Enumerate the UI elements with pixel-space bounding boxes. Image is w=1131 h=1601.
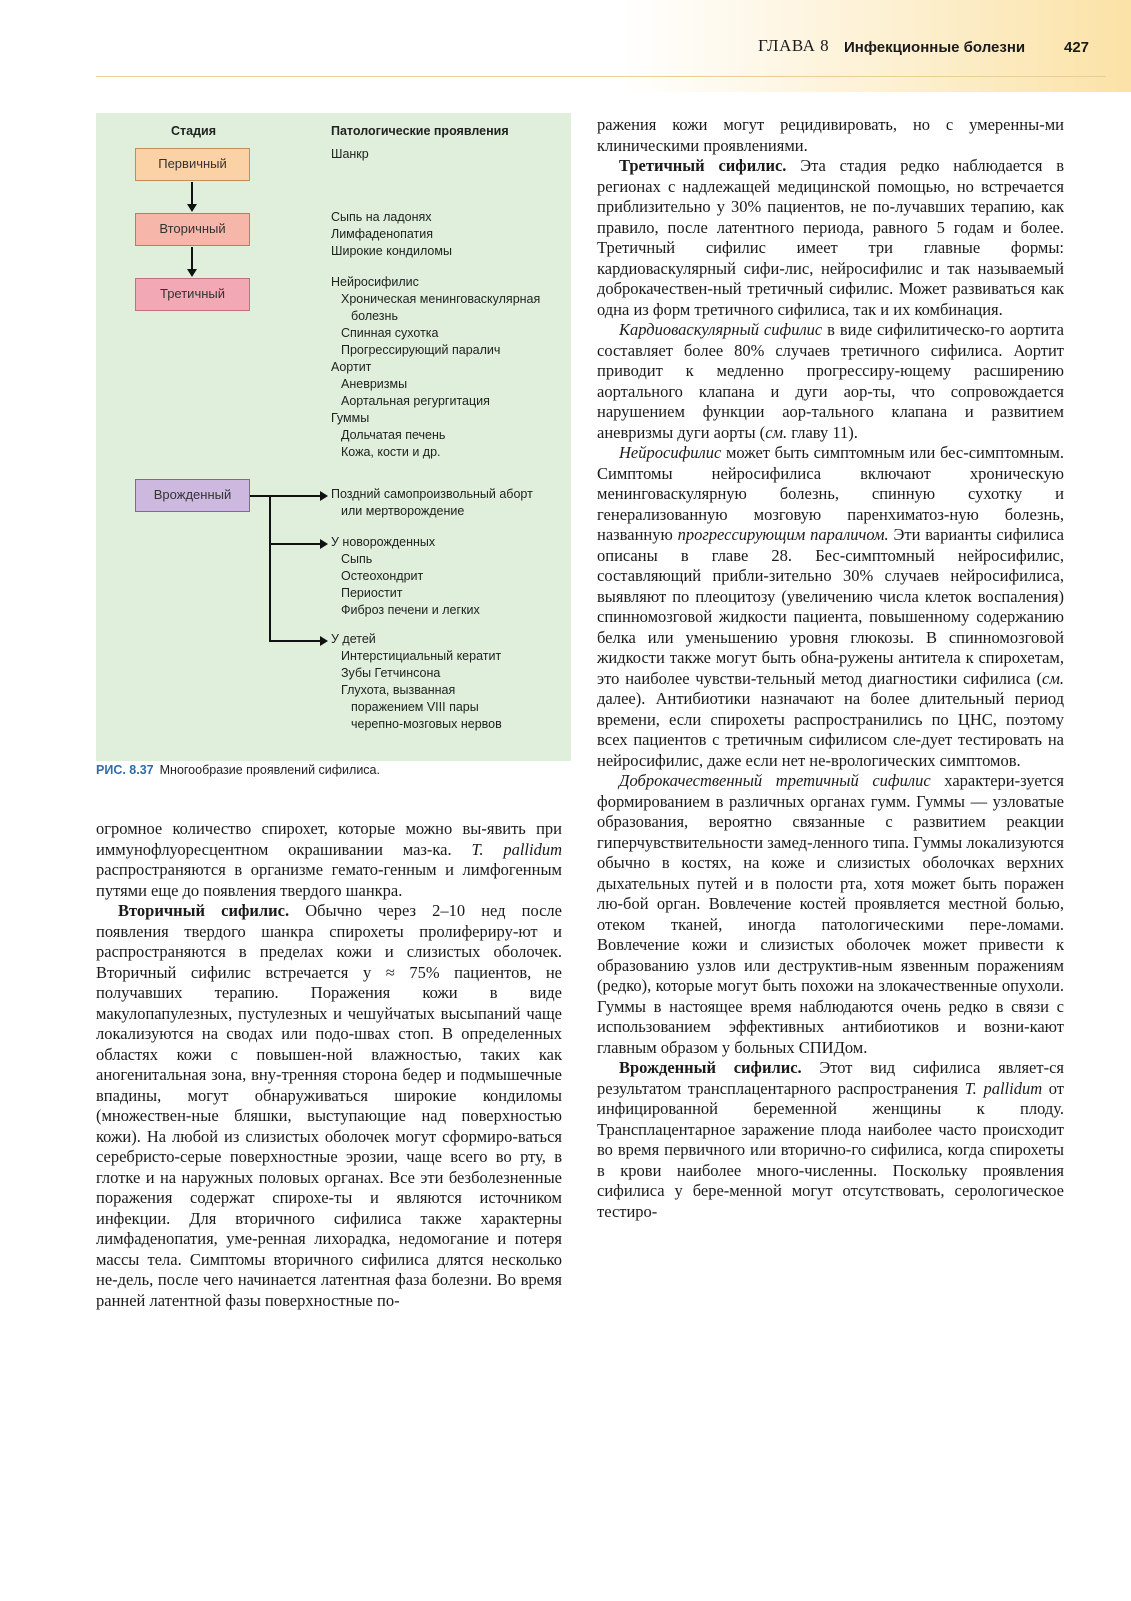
italic-term: см. bbox=[1042, 668, 1064, 688]
section-heading: Вторичный сифилис. bbox=[118, 901, 290, 920]
stage-congenital-box: Врожденный bbox=[135, 479, 250, 512]
figure-caption-text: Многообразие проявлений сифилиса. bbox=[159, 763, 380, 777]
congenital-children bbox=[331, 631, 502, 733]
paragraph bbox=[96, 819, 562, 901]
text-run: огромное количество спирохет, которые можно вы-явить при иммунофлуоресцентном окрашивании маз-ка. bbox=[96, 819, 562, 859]
syphilis-stages-figure bbox=[96, 113, 571, 761]
stage-column-header: Стадия bbox=[171, 124, 217, 138]
italic-term: Нейросифилис bbox=[619, 443, 722, 462]
manifestations-column-header: Патологические проявления bbox=[331, 124, 509, 138]
manifestation-item: Спинная сухотка bbox=[341, 326, 439, 340]
left-text-column bbox=[96, 819, 562, 1311]
manifestation-item: Лимфаденопатия bbox=[331, 227, 434, 241]
connector-line bbox=[269, 640, 322, 642]
manifestation-item: Широкие кондиломы bbox=[331, 244, 452, 258]
manifestation-item: Хроническая менинговаскулярная bbox=[341, 292, 541, 306]
manifestation-item: или мертворождение bbox=[341, 504, 465, 518]
manifestation-item: Прогрессирующий паралич bbox=[341, 343, 501, 357]
manifestation-group: Гуммы bbox=[331, 411, 370, 425]
manifestation-item: Интерстициальный кератит bbox=[341, 649, 502, 663]
stage-primary-box: Первичный bbox=[135, 148, 250, 181]
manifestation-group: Аортит bbox=[331, 360, 372, 374]
manifestation-item: Периостит bbox=[341, 586, 403, 600]
manifestation-group: У новорожденных bbox=[331, 535, 436, 549]
manifestation-item: Остеохондрит bbox=[341, 569, 424, 583]
congenital-abortion bbox=[331, 486, 533, 520]
section-heading: Врожденный сифилис. bbox=[619, 1058, 802, 1077]
italic-term: прогрессирующим параличом. bbox=[677, 525, 889, 544]
connector-line bbox=[269, 543, 322, 545]
manifestation-item: болезнь bbox=[351, 309, 398, 323]
text-run: Эти варианты сифилиса описаны в главе 28. Бес-симптомный нейросифилис, составляющий прибли-зительно 30% случаев нейросифилиса, выявляют по плеоцитозу (увеличению числа клеток воспаления) спинномозговой жидкости пациента, повышенному содержанию белка или уменьшению уровня глюкозы. В спинномозговой жидкости также могут быть обна-ружены антитела к спирохетам, это наиболее чувстви-тельный метод диагностики сифилиса ( bbox=[597, 525, 1065, 688]
text-run: в виде сифилитическо-го аортита составляет более 80% случаев третичного сифилиса. Аортит приводит к медленно прогрессиру-ющему расширению аортального клапана и дуги аор-ты, что сопровождается нарушением функции аор-тального клапана и развитием аневризмы дуги аорты ( bbox=[597, 320, 1064, 442]
connector-line bbox=[269, 495, 271, 642]
congenital-newborn bbox=[331, 534, 480, 619]
page-number: 427 bbox=[1064, 39, 1090, 56]
paragraph bbox=[597, 156, 1064, 320]
manifestation-group: У детей bbox=[331, 632, 376, 646]
manifestation-item: черепно-мозговых нервов bbox=[351, 717, 502, 731]
text-run: ражения кожи могут рецидивировать, но с умеренны-ми клиническими проявлениями. bbox=[597, 115, 1064, 155]
paragraph bbox=[597, 1058, 1064, 1222]
secondary-manifestations bbox=[331, 209, 452, 260]
header-rule bbox=[96, 76, 1106, 77]
arrow-right-icon bbox=[320, 539, 328, 549]
right-text-column bbox=[597, 115, 1064, 1222]
text-run: Этот вид сифилиса являет-ся результатом трансплацентарного распространения bbox=[597, 1058, 1064, 1098]
manifestation-item: Поздний самопроизвольный аборт bbox=[331, 487, 533, 501]
paragraph bbox=[597, 320, 1064, 443]
chapter-title: Инфекционные болезни bbox=[844, 39, 1026, 56]
figure-caption bbox=[96, 763, 380, 777]
italic-term: Доброкачественный третичный сифилис bbox=[619, 771, 931, 790]
italic-term: T. pallidum bbox=[964, 1078, 1043, 1098]
connector-line bbox=[250, 495, 322, 497]
figure-number: РИС. 8.37 bbox=[96, 763, 154, 777]
manifestation-item: Сыпь на ладонях bbox=[331, 210, 432, 224]
arrow-down-icon bbox=[187, 269, 197, 277]
tertiary-manifestations bbox=[331, 274, 540, 461]
text-run: может быть симптомным или бес-симптомным. Симптомы нейросифилиса включают хроническую менинговаскулярную болезнь, спинную сухотку и генерализованную мозговую паренхиматоз-ную болезнь, названную bbox=[597, 443, 1064, 544]
text-run: Обычно через 2–10 нед после появления твердого шанкра спирохеты пролифериру-ют и распространяются в пределах кожи и слизистых оболочек. Вторичный сифилис встречается у ≈ 75% пациентов, не получавших терапию. Поражения кожи в виде макулопапулезных, пустулезных и чешуйчатых высыпаний чаще локализуются на сводах или подо-швах стоп. В определенных областях кожи с повышен-ной влажностью, таких как аногенитальная зона, вну-тренняя сторона бедер и подмышечные впадины, могут обнаруживаться широкие кондиломы (множествен-ные бляшки, выступающие над поверхностью кожи). На любой из слизистых оболочек могут сформиро-ваться серебристо-серые поверхностные эрозии, чаще всего во рту, в глотке и на наружных половых органах. Все эти безболезненные поражения содержат спирохе-ты и являются источником инфекции. Для вторичного сифилиса также характерны лимфаденопатия, уме-ренная лихорадка, недомогание и потеря массы тела. Симптомы вторичного сифилиса длятся несколько не-дель, после чего начинается латентная фаза болезни. Во время ранней латентной фазы поверхностные по- bbox=[96, 901, 562, 1310]
primary-manifestations bbox=[331, 146, 369, 163]
stage-tertiary-box: Третичный bbox=[135, 278, 250, 311]
manifestation-item: Глухота, вызванная bbox=[341, 683, 456, 697]
manifestation-item: Кожа, кости и др. bbox=[341, 445, 441, 459]
paragraph bbox=[597, 443, 1064, 771]
manifestation-item: Аортальная регургитация bbox=[341, 394, 490, 408]
text-run: Эта стадия редко наблюдается в регионах с надлежащей медицинской помощью, но встречается приблизительно у 30% пациентов, не по-лучавших терапию, как правило, после латентного периода, равного 5 годам и более. Третичный сифилис имеет три главные формы: кардиоваскулярный сифи-лис, нейросифилис и так называемый доброкачествен-ный третичный сифилис. Может развиваться как одна из форм третичного сифилиса, так и их комбинация. bbox=[597, 156, 1065, 319]
text-run: от инфицированной беременной женщины к плоду. Трансплацентарное заражение плода наиболее часто происходит во время первичного или вторично-го сифилиса, когда спирохеты в крови наиболее много-численны. Поскольку проявления сифилиса у бере-менной могут отсутствовать, серологическое тестиро- bbox=[597, 1078, 1065, 1221]
manifestation-item: Фиброз печени и легких bbox=[341, 603, 480, 617]
text-run: распространяются в организме гемато-генным и лимфогенным путями еще до появления твердого шанкра. bbox=[96, 860, 562, 900]
manifestation-item: поражением VIII пары bbox=[351, 700, 479, 714]
italic-term: Кардиоваскулярный сифилис bbox=[619, 320, 823, 339]
arrow-right-icon bbox=[320, 491, 328, 501]
connector-line bbox=[191, 247, 193, 271]
chapter-label: ГЛАВА 8 bbox=[758, 36, 830, 55]
manifestation-item: Шанкр bbox=[331, 147, 369, 161]
manifestation-group: Нейросифилис bbox=[331, 275, 419, 289]
section-heading: Третичный сифилис. bbox=[619, 156, 787, 175]
text-run: характери-зуется формированием в различных органах гумм. Гуммы — узловатые образования, вероятно связанные с развитием реакции гиперчувствительности замед-ленного типа. Гуммы локализуются обычно в костях, на коже и слизистых оболочках верхних дыхательных путей и в полости рта, хотя может быть поражен лю-бой орган. Вовлечение костей проявляется местной болью, отеком тканей, иногда патологическими пере-ломами. Вовлечение кожи и слизистых оболочек может привести к образованию узлов или деструктив-ным язвенным поражениям (редко), которые могут быть похожи на злокачественные опухоли. Гуммы в настоящее время наблюдаются очень редко в связи с использованием эффективных антибиотиков и возни-кают главным образом у больных СПИДом. bbox=[597, 771, 1064, 1057]
paragraph bbox=[597, 115, 1064, 156]
arrow-right-icon bbox=[320, 636, 328, 646]
manifestation-item: Сыпь bbox=[341, 552, 373, 566]
paragraph bbox=[96, 901, 562, 1311]
paragraph bbox=[597, 771, 1064, 1058]
manifestation-item: Аневризмы bbox=[341, 377, 408, 391]
arrow-down-icon bbox=[187, 204, 197, 212]
manifestation-item: Зубы Гетчинсона bbox=[341, 666, 441, 680]
stage-secondary-box: Вторичный bbox=[135, 213, 250, 246]
manifestation-item: Дольчатая печень bbox=[341, 428, 446, 442]
italic-term: см. bbox=[765, 422, 788, 442]
text-run: далее). Антибиотики назначают на более длительный период времени, если спирохеты распространились по ЦНС, поэтому всех пациентов с третичным сифилисом сле-дует тестировать на нейросифилис, даже если нет не-врологических симптомов. bbox=[597, 689, 1064, 770]
text-run: главу 11). bbox=[791, 422, 858, 442]
italic-term: T. pallidum bbox=[471, 839, 562, 859]
